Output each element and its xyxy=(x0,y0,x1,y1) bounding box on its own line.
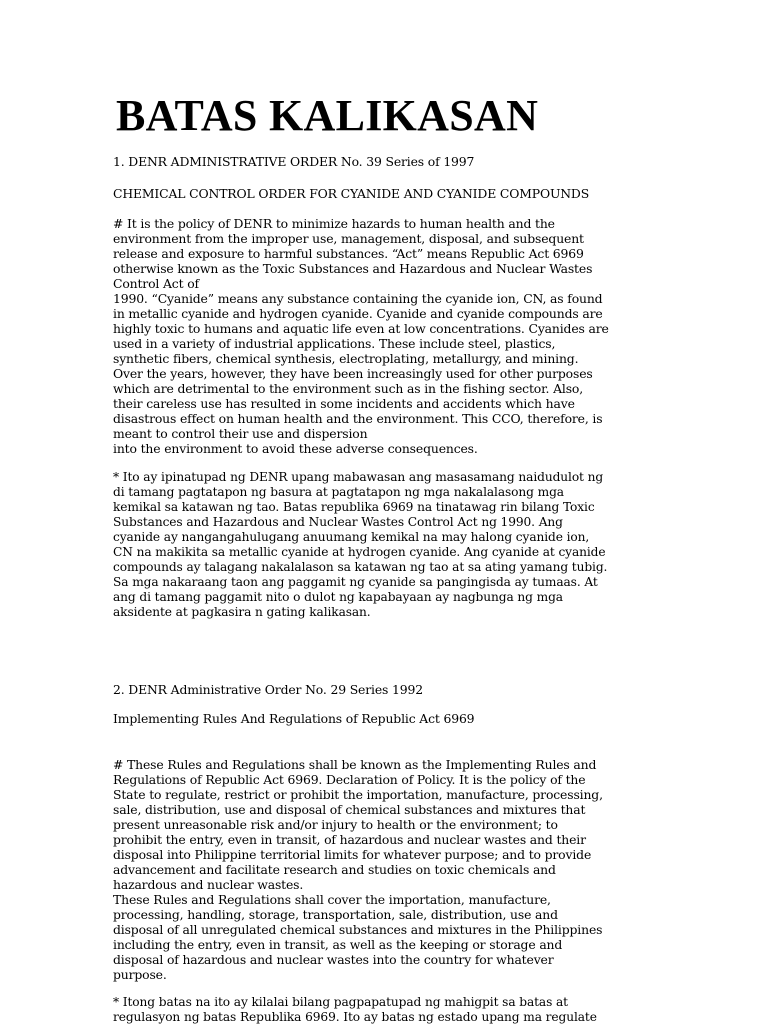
section-1-paragraph-tagalog: * Ito ay ipinatupad ng DENR upang mabawasan ang masasamang naidudulot ng di tamang pagtatapon ng basura at pagtatapon ng mga nakalalasong mga kemikal sa katawan ng tao. Batas republika 6969 na tinatawag rin bilang Toxic Substances and Hazardous and Nuclear Wastes Control Act ng 1990. Ang cyanide ay nangangahulugang anuumang kemikal na may halong cyanide ion, CN na makikita sa metallic cyanide at hydrogen cyanide. Ang cyanide at cyanide compounds ay talagang nakalalason sa katawan ng tao at sa ating yamang tubig. Sa mga nakaraang taon ang paggamit ng cyanide sa pangingisda ay tumaas. At ang di tamang paggamit nito o dulot ng kapabayaan ay nagbunga ng mga aksidente at pagkasira n gating kalikasan. xyxy=(113,470,608,619)
section-1-heading: 1. DENR ADMINISTRATIVE ORDER No. 39 Series of 1997 xyxy=(113,154,475,169)
section-2-paragraph-tagalog: * Itong batas na ito ay kilalai bilang pagpapatupad ng mahigpit sa batas at regulasyon ng batas Republika 6969. Ito ay batas ng estado upang ma regulate xyxy=(113,995,597,1024)
section-1-subheading: CHEMICAL CONTROL ORDER FOR CYANIDE AND CYANIDE COMPOUNDS xyxy=(113,186,590,201)
section-1-paragraph-english: # It is the policy of DENR to minimize hazards to human health and the environment from the improper use, management, disposal, and subsequent release and exposure to harmful substances. “Act” means Republic Act 6969 otherwise known as the Toxic Substances and Hazardous and Nuclear Wastes Control Act of 1990. “Cyanide” means any substance containing the cyanide ion, CN, as found in metallic cyanide and hydrogen cyanide. Cyanide and cyanide compounds are highly toxic to humans and aquatic life even at low concentrations. Cyanides are used in a variety of industrial applications. These include steel, plastics, synthetic fibers, chemical synthesis, electroplating, metallurgy, and mining. Over the years, however, they have been increasingly used for other purposes which are detrimental to the environment such as in the fishing sector. Also, their careless use has resulted in some incidents and accidents which have disastrous effect on human health and the environment. This CCO, therefore, is meant to control their use and dispersion into the environment to avoid these adverse consequences. xyxy=(113,216,609,456)
document-title: BATAS KALIKASAN xyxy=(116,91,539,140)
section-2-paragraph-english: # These Rules and Regulations shall be known as the Implementing Rules and Regulations of Republic Act 6969. Declaration of Policy. It is the policy of the State to regulate, restrict or prohibit the importation, manufacture, processing, sale, distribution, use and disposal of chemical substances and mixtures that present unreasonable risk and/or injury to health or the environment; to prohibit the entry, even in transit, of hazardous and nuclear wastes and their disposal into Philippine territorial limits for whatever purpose; and to provide advancement and facilitate research and studies on toxic chemicals and hazardous and nuclear wastes. These Rules and Regulations shall cover the importation, manufacture, processing, handling, storage, transportation, sale, distribution, use and disposal of all unregulated chemical substances and mixtures in the Philippines including the entry, even in transit, as well as the keeping or storage and disposal of hazardous and nuclear wastes into the country for whatever purpose. xyxy=(113,757,603,982)
section-2-heading: 2. DENR Administrative Order No. 29 Series 1992 xyxy=(113,682,423,697)
section-2-subheading: Implementing Rules And Regulations of Republic Act 6969 xyxy=(113,711,475,726)
